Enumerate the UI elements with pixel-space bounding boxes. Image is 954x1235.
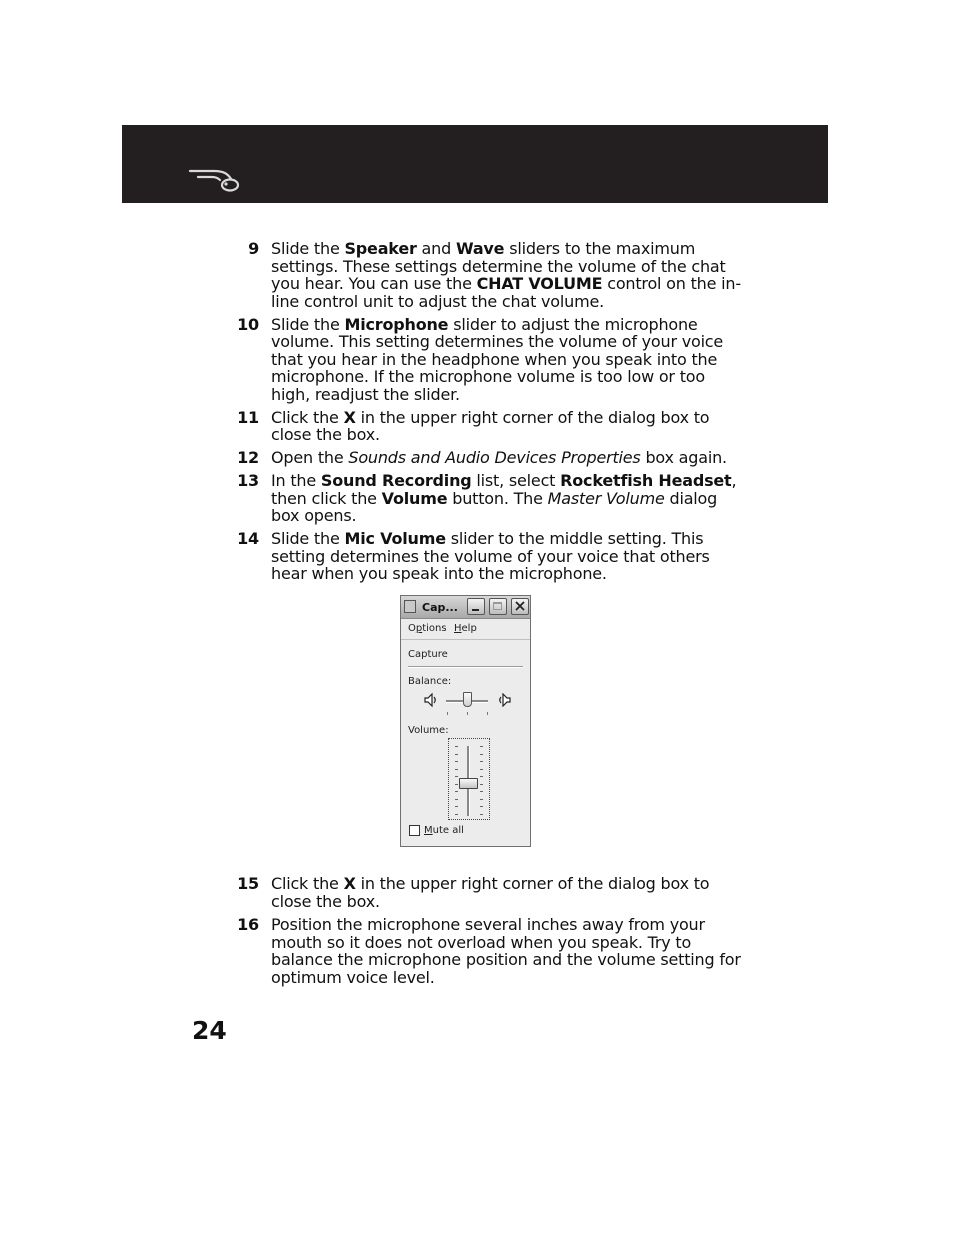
bold-term: Mic Volume [344,529,446,548]
step-text [271,316,741,404]
bold-term: Rocketfish Headset [560,471,732,490]
step-number: 16 [237,915,259,934]
volume-tick [480,761,483,762]
text-run: dialog box opens. [271,488,718,525]
close-icon [514,600,526,612]
text-run: Click the [271,874,344,893]
bold-term: Sound Recording [320,471,472,490]
text-run: sliders to the maximum settings. These settings determine the volume of the chat you hear. You can use the [271,239,726,293]
step-text [271,240,741,310]
step-item [232,875,752,910]
text-run: in the upper right corner of the dialog box to close the box. [271,874,710,911]
menu-help[interactable]: Help [454,623,477,634]
step-text [271,916,741,986]
volume-tick [455,784,458,785]
step-text [271,409,741,444]
volume-tick [455,814,458,815]
balance-tick [487,712,488,715]
bold-term: CHAT VOLUME [476,274,603,293]
minimize-button[interactable] [467,598,485,615]
capture-volume-dialog [400,595,531,847]
text-run: Slide the [271,529,345,548]
step-number: 14 [237,529,259,548]
speaker-right-icon [498,693,511,707]
speaker-left-icon [424,693,437,707]
balance-slider-thumb[interactable] [463,692,472,707]
volume-tick [455,754,458,755]
volume-label: Volume: [408,725,449,736]
volume-tick [480,799,483,800]
volume-tick [480,746,483,747]
text-run: Slide the [271,239,345,258]
volume-slider-thumb[interactable] [459,778,478,789]
bold-term: Volume [381,488,448,508]
volume-tick [455,746,458,747]
volume-tick [455,799,458,800]
step-text [271,472,741,525]
step-text [271,875,741,910]
text-run: button. The [447,488,548,508]
text-run: and [416,239,456,258]
volume-tick [455,769,458,770]
step-text [271,449,741,467]
close-button[interactable] [511,598,529,615]
instruction-steps-continued [232,875,752,992]
step-text [271,530,741,583]
text-run: box again. [640,448,727,467]
volume-tick [455,806,458,807]
volume-tick [480,776,483,777]
volume-tick [455,791,458,792]
step-item [232,240,752,310]
step-item [232,409,752,444]
text-run: Open the [271,448,349,467]
text-run: Click the [271,407,344,427]
section-title: Capture [408,649,448,660]
step-number: 13 [237,471,259,490]
step-item [232,316,752,404]
menu-bar [401,619,530,640]
bold-term: X [343,874,356,893]
text-run: slider to the middle setting. This setting determines the volume of your voice that others hear when you speak into the microphone. [271,529,710,583]
app-icon [404,600,416,613]
text-run: Position the microphone several inches away from your mouth so it does not overload when you speak. Try to balance the microphone position and the volume setting for optimum voice level. [271,915,741,987]
text-run: In the [271,471,321,490]
header-band [122,125,828,203]
balance-tick [447,712,448,715]
italic-term: Master Volume [547,488,665,508]
volume-tick [480,806,483,807]
mute-all-label[interactable]: Mute all [424,825,464,836]
dialog-titlebar[interactable] [401,596,530,619]
volume-tick [480,769,483,770]
step-item [232,472,752,525]
rocketfish-logo-icon [188,165,244,193]
bold-term: Wave [455,239,505,258]
step-number: 9 [248,239,259,258]
step-number: 15 [237,874,259,893]
volume-tick [480,814,483,815]
dialog-title: Cap... [422,601,458,614]
text-run: list, select [471,471,561,490]
maximize-button[interactable] [489,598,507,615]
text-run: , then click the [271,471,737,508]
volume-tick [480,784,483,785]
bold-term: Microphone [344,314,449,334]
step-item [232,449,752,467]
volume-tick [480,791,483,792]
mute-all-checkbox[interactable] [409,825,420,836]
volume-tick [455,761,458,762]
text-run: Slide the [271,314,345,334]
step-item [232,916,752,986]
instruction-steps [232,240,752,588]
step-number: 11 [237,407,259,427]
menu-options[interactable]: Options [408,623,447,634]
text-run: slider to adjust the microphone volume. This setting determines the volume of your voice that you hear in the headphone when you speak into the microphone. If the microphone volume is too low or too high, readjust the slider. [271,314,724,404]
italic-term: Sounds and Audio Devices Properties [348,448,641,467]
text-run: control on the in-line control unit to adjust the chat volume. [271,274,741,311]
text-run: in the upper right corner of the dialog box to close the box. [271,407,710,444]
volume-tick [455,776,458,777]
balance-tick [467,712,468,715]
step-item [232,530,752,583]
volume-tick [480,754,483,755]
divider [408,666,523,668]
step-number: 10 [237,314,259,334]
bold-term: Speaker [344,239,417,258]
balance-label: Balance: [408,676,452,687]
bold-term: X [343,407,356,427]
page-number: 24 [192,1016,227,1045]
step-number: 12 [237,448,259,467]
